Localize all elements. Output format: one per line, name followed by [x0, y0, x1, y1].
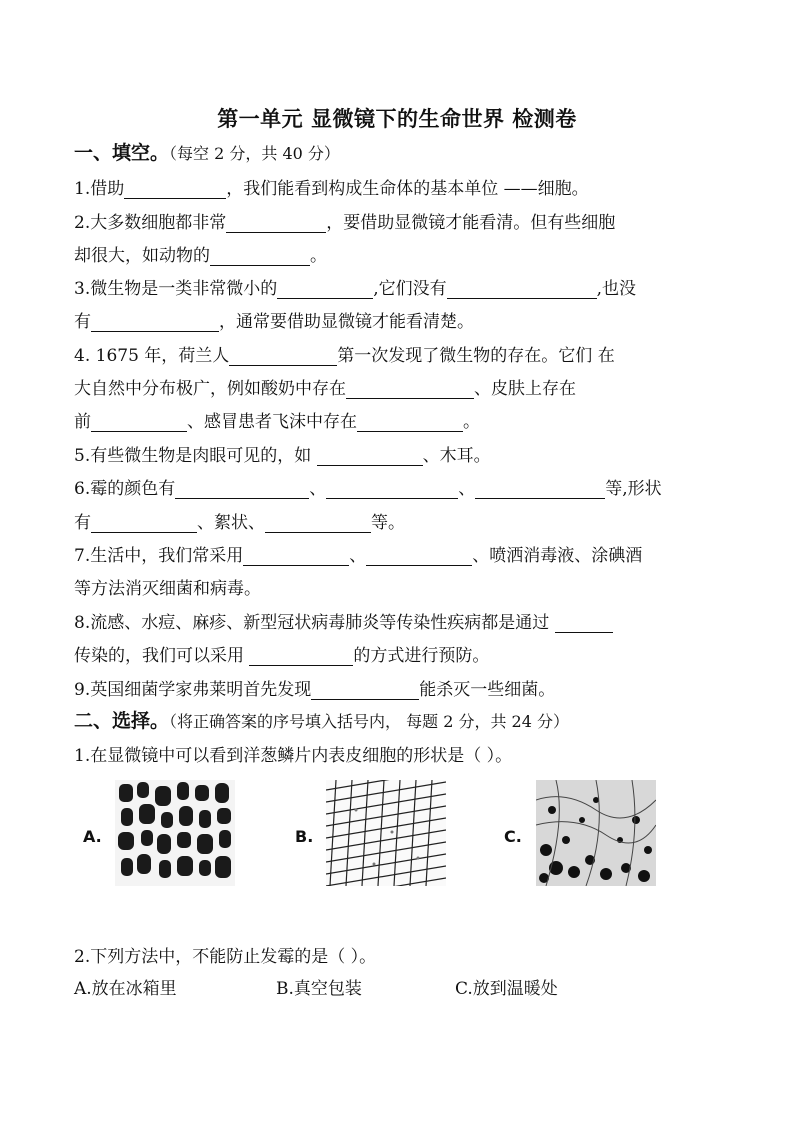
question-3-line-1: 3.微生物是一类非常微小的 ,它们没有 ,也没	[74, 279, 637, 299]
question-2-line-2: 却很大，如动物的 。	[74, 246, 327, 266]
answer-blank[interactable]	[265, 514, 371, 533]
question-5: 5.有些微生物是肉眼可见的，如 、木耳。	[74, 446, 491, 466]
answer-blank[interactable]	[366, 547, 472, 566]
option-a[interactable]: A.放在冰箱里	[74, 979, 177, 999]
section-heading-choice	[74, 706, 569, 733]
onion-cell-micrograph-a	[115, 780, 235, 886]
option-b-label[interactable]: B.	[295, 827, 314, 846]
question-7-line-1: 7.生活中，我们常采用 、 、喷洒消毒液、涂碘酒	[74, 546, 643, 566]
mc-1-options	[80, 780, 680, 890]
question-3-line-2: 有 ，通常要借助显微镜才能看清楚。	[74, 312, 474, 332]
answer-blank[interactable]	[91, 413, 187, 432]
answer-blank[interactable]	[357, 413, 463, 432]
question-1: 1.借助 ，我们能看到构成生命体的基本单位 ——细胞。	[74, 179, 589, 199]
question-4-line-1: 4. 1675 年，荷兰人 第一次发现了微生物的存在。它们 在	[74, 346, 615, 366]
answer-blank[interactable]	[243, 547, 349, 566]
question-9: 9.英国细菌学家弗莱明首先发现 能杀灭一些细菌。	[74, 680, 556, 700]
answer-blank[interactable]	[226, 214, 326, 233]
section-note: （每空 2 分，共 40 分）	[169, 144, 340, 163]
answer-blank[interactable]	[311, 681, 419, 700]
mc-question-2: 2.下列方法中，不能防止发霉的是（ ）。	[74, 947, 377, 967]
section-title: 二、选择。	[74, 710, 170, 732]
answer-blank[interactable]	[175, 480, 309, 499]
answer-blank[interactable]	[124, 180, 226, 199]
question-8-line-1: 8.流感、水痘、麻疹、新型冠状病毒肺炎等传染性疾病都是通过	[74, 608, 724, 633]
question-6-line-2: 有 、絮状、 等。	[74, 513, 405, 533]
option-a-label[interactable]: A.	[83, 827, 102, 846]
question-4-line-2: 大自然中分布极广，例如酸奶中存在 、皮肤上存在	[74, 379, 576, 399]
answer-blank[interactable]	[91, 313, 219, 332]
answer-blank[interactable]	[277, 280, 373, 299]
section-note: （将正确答案的序号填入括号内， 每题 2 分，共 24 分）	[169, 712, 569, 731]
question-8-line-2: 传染的，我们可以采用 的方式进行预防。	[74, 646, 490, 666]
answer-blank[interactable]	[447, 280, 597, 299]
answer-blank[interactable]	[326, 480, 458, 499]
onion-cell-micrograph-c	[536, 780, 656, 886]
answer-blank[interactable]	[317, 447, 423, 466]
question-7-line-2: 等方法消灭细菌和病毒。	[74, 579, 261, 599]
section-heading-fill-blank	[74, 138, 340, 165]
answer-blank[interactable]	[555, 614, 613, 633]
answer-blank[interactable]	[91, 514, 197, 533]
page-title: 第一单元 显微镜下的生命世界 检测卷	[217, 107, 577, 131]
answer-blank[interactable]	[475, 480, 605, 499]
answer-blank[interactable]	[346, 380, 474, 399]
question-4-line-3: 前 、感冒患者飞沫中存在 。	[74, 412, 480, 432]
onion-cell-micrograph-b	[326, 780, 446, 886]
section-title: 一、填空。	[74, 142, 170, 164]
question-6-line-1: 6.霉的颜色有 、 、 等,形状	[74, 479, 662, 499]
mc-question-1: 1.在显微镜中可以看到洋葱鳞片内表皮细胞的形状是（ ）。	[74, 746, 513, 766]
answer-blank[interactable]	[229, 347, 337, 366]
option-c-label[interactable]: C.	[504, 827, 522, 846]
question-2-line-1: 2.大多数细胞都非常 ，要借助显微镜才能看清。但有些细胞	[74, 213, 616, 233]
answer-blank[interactable]	[249, 647, 353, 666]
option-b[interactable]: B.真空包装	[276, 979, 362, 999]
option-c[interactable]: C.放到温暖处	[455, 979, 558, 999]
answer-blank[interactable]	[210, 247, 310, 266]
